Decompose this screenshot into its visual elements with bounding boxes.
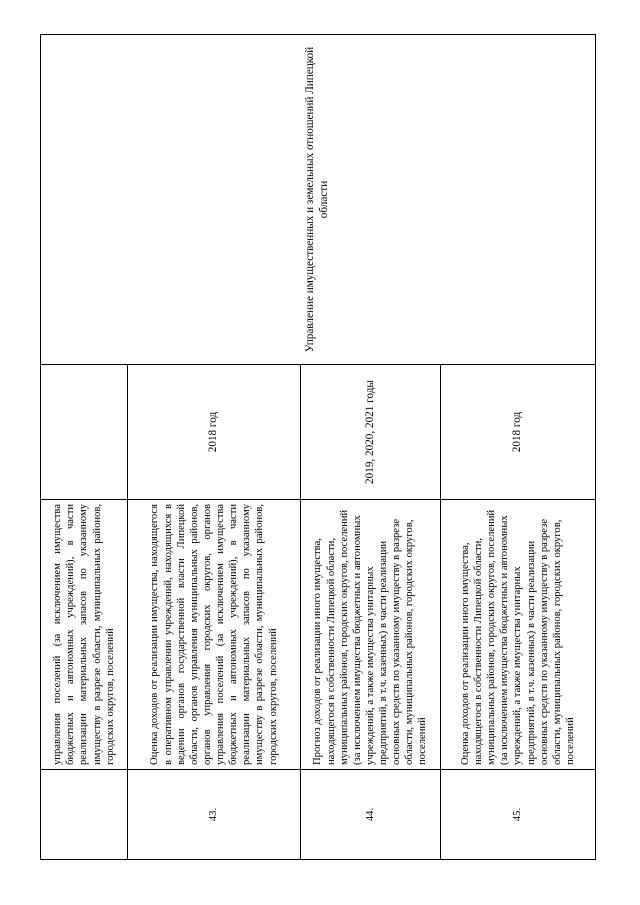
row-period: 2018 год: [441, 365, 596, 500]
row-period: [41, 365, 128, 500]
row-number: 44.: [301, 770, 441, 860]
rotated-table-wrapper: [40, 35, 595, 860]
row-description: Прогноз доходов от реализации иного имущества, находящегося в собственности Липецкой области, муниципальных районов, городских округов, поселений (за исключением имущества бюджетных и автономных учреждений, а также имущества унитарных предприятий, в т.ч. казенных) в части реализации основных средств по указанному имуществу в разрезе области, муниципальных районов, городских округов, поселений: [301, 500, 441, 770]
row-number: [41, 770, 128, 860]
table-row: [41, 35, 128, 860]
responsible-organization: Управление имущественных и земельных отношений Липецкой области: [41, 35, 596, 365]
data-table: [40, 34, 596, 860]
row-description: Оценка доходов от реализации имущества, находящегося в оперативном управлении учреждений, находящихся в ведении органов государственной власти Липецкой области, органов управления муниципальных районов, органов управления городских округов, органов управления поселений (за исключением имущества бюджетных и автономных учреждений), в части реализации материальных запасов по указанному имуществу в разрезе области, муниципальных районов, городских округов, поселений: [128, 500, 301, 770]
row-period: 2018 год: [128, 365, 301, 500]
row-description: Оценка доходов от реализации иного имущества, находящегося в собственности Липецкой области, муниципальных районов, городских округов, поселений (за исключением имущества бюджетных и автономных учреждений, а также имущества унитарных предприятий, в т.ч. казенных) в части реализации основных средств по указанному имуществу в разрезе области, муниципальных районов, городских округов, поселений: [441, 500, 596, 770]
row-number: 43.: [128, 770, 301, 860]
row-period: 2019, 2020, 2021 годы: [301, 365, 441, 500]
row-number: 45.: [441, 770, 596, 860]
row-description: управления поселений (за исключением имущества бюджетных и автономных учреждений), в части реализации материальных запасов по указанному имуществу в разрезе области, муниципальных районов, городских округов, поселений: [41, 500, 128, 770]
